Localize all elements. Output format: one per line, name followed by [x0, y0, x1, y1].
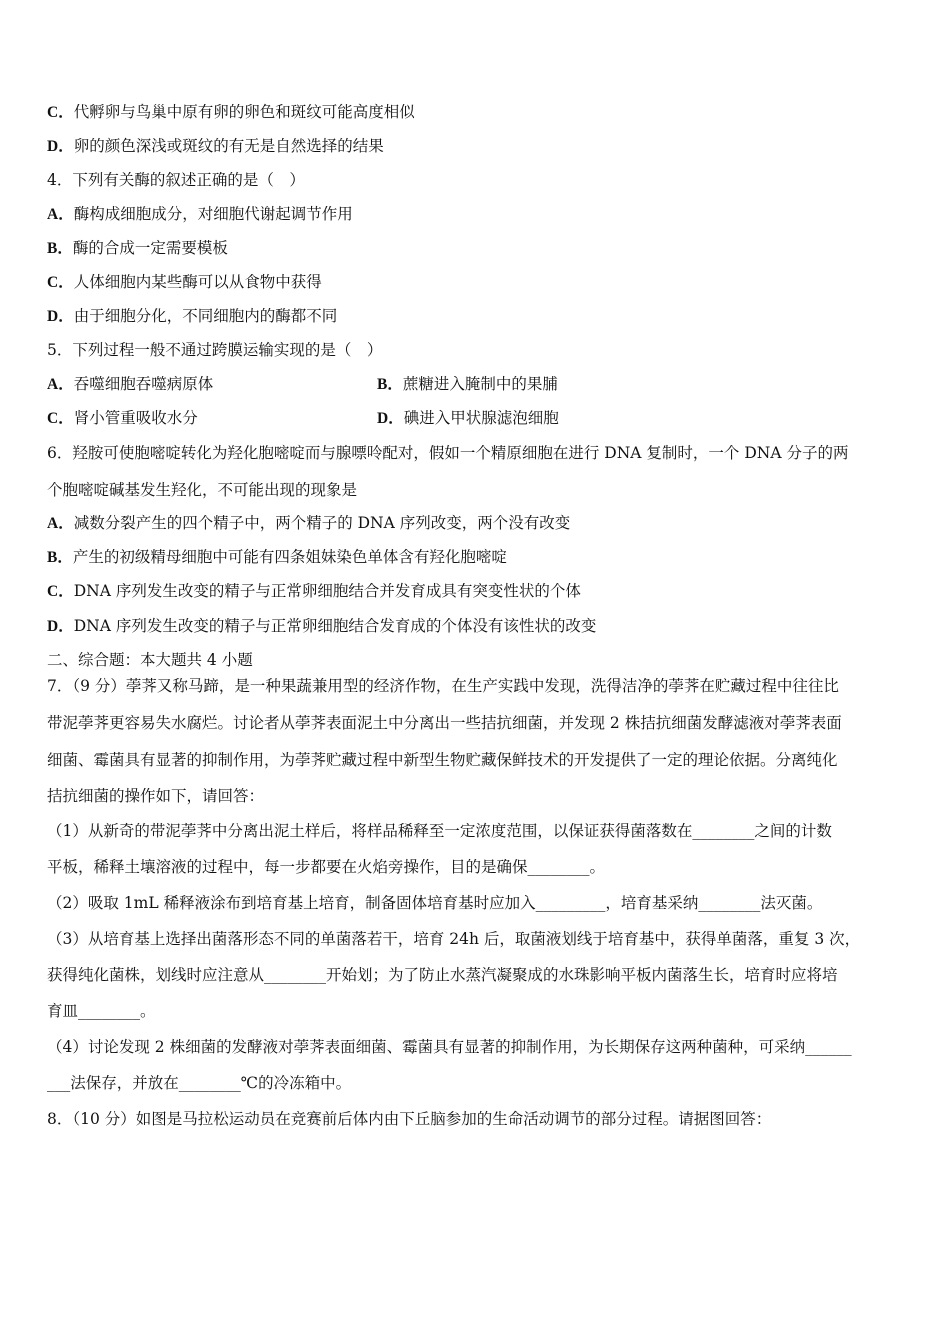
option-text: 肾小管重吸收水分 — [73, 409, 198, 427]
section-heading: 二、综合题：本大题共 4 小题 — [47, 651, 253, 669]
option-letter: A． — [47, 206, 74, 223]
q6-option-d — [47, 616, 596, 637]
option-text: 吞噬细胞吞噬病原体 — [73, 375, 214, 393]
q7-part3-line2: 获得纯化菌株，划线时应注意从________开始划；为了防止水蒸汽凝聚成的水珠影响平板内菌落生长，培育时应将培 — [47, 966, 838, 984]
q6-option-a — [47, 513, 570, 534]
option-letter: C． — [47, 104, 74, 121]
option-letter: A． — [47, 376, 74, 393]
option-text: 碘进入甲状腺滤泡细胞 — [403, 409, 559, 427]
q5-option-d — [377, 408, 559, 429]
option-letter: C． — [47, 274, 74, 291]
option-letter: D． — [47, 138, 74, 155]
option-text: 产生的初级精母细胞中可能有四条姐妹染色单体含有羟化胞嘧啶 — [72, 548, 507, 566]
option-letter: D． — [377, 410, 404, 427]
q7-line1: 7．（9 分）荸荠又称马蹄，是一种果蔬兼用型的经济作物，在生产实践中发现，洗得洁净的荸荠在贮藏过程中往往比 — [47, 677, 839, 695]
q7-part4-line1: （4）讨论发现 2 株细菌的发酵液对荸荠表面细菌、霉菌具有显著的抑制作用，为长期保存这两种菌种，可采纳______ — [47, 1038, 852, 1056]
q6-option-b — [47, 547, 507, 568]
option-text: 蔗糖进入腌制中的果脯 — [402, 375, 558, 393]
q7-part4-line2: ___法保存，并放在________℃的冷冻箱中。 — [47, 1074, 352, 1092]
option-letter: D． — [47, 618, 74, 635]
option-text: 酶构成细胞成分，对细胞代谢起调节作用 — [73, 205, 353, 223]
q4-option-c — [47, 272, 322, 293]
q7-part1-line2: 平板，稀释土壤溶液的过程中，每一步都要在火焰旁操作，目的是确保________。 — [47, 858, 606, 876]
option-letter: B． — [47, 549, 73, 566]
q7-part2-line1: （2）吸取 1mL 稀释液涂布到培育基上培育，制备固体培育基时应加入_________，培育基采纳________法灭菌。 — [47, 894, 823, 912]
q7-line4: 拮抗细菌的操作如下，请回答： — [47, 787, 265, 805]
q7-part3-line1: （3）从培育基上选择出菌落形态不同的单菌落若干，培育 24h 后，取菌液划线于培育基中，获得单菌落，重复 3 次， — [47, 930, 861, 948]
option-text: DNA 序列发生改变的精子与正常卵细胞结合发育成的个体没有该性状的改变 — [73, 617, 597, 635]
option-letter: B． — [47, 240, 73, 257]
option-text: 由于细胞分化，不同细胞内的酶都不同 — [73, 307, 338, 325]
q5-option-a — [47, 374, 213, 395]
q6-option-c — [47, 581, 581, 602]
q5-stem: 5．下列过程一般不通过跨膜运输实现的是（ ） — [47, 341, 383, 359]
q4-option-a — [47, 204, 353, 225]
q6-stem-line2: 个胞嘧啶碱基发生羟化，不可能出现的现象是 — [47, 481, 358, 499]
q7-line2: 带泥荸荠更容易失水腐烂。讨论者从荸荠表面泥土中分离出一些拮抗细菌，并发现 2 株拮抗细菌发酵滤液对荸荠表面 — [47, 714, 842, 732]
q4-option-b — [47, 238, 228, 259]
option-text: 人体细胞内某些酶可以从食物中获得 — [73, 273, 322, 291]
q3-option-d — [47, 136, 384, 157]
q7-line3: 细菌、霉菌具有显著的抑制作用，为荸荠贮藏过程中新型生物贮藏保鲜技术的开发提供了一定的理论依据。分离纯化 — [47, 751, 838, 769]
option-letter: C． — [47, 583, 74, 600]
q7-part1-line1: （1）从新奇的带泥荸荠中分离出泥土样后，将样品稀释至一定浓度范围，以保证获得菌落数在________之间的计数 — [47, 822, 832, 840]
option-text: DNA 序列发生改变的精子与正常卵细胞结合并发育成具有突变性状的个体 — [73, 582, 581, 600]
option-letter: B． — [377, 376, 403, 393]
option-text: 酶的合成一定需要模板 — [72, 239, 228, 257]
option-letter: A． — [47, 515, 74, 532]
option-letter: C． — [47, 410, 74, 427]
q5-option-c — [47, 408, 198, 429]
q7-part3-line3: 育皿________。 — [47, 1002, 156, 1020]
q4-stem: 4．下列有关酶的叙述正确的是（ ） — [47, 171, 305, 189]
option-text: 代孵卵与鸟巢中原有卵的卵色和斑纹可能高度相似 — [73, 103, 415, 121]
q4-option-d — [47, 306, 337, 327]
option-text: 卵的颜色深浅或斑纹的有无是自然选择的结果 — [73, 137, 384, 155]
option-letter: D． — [47, 308, 74, 325]
q6-stem-line1: 6．羟胺可使胞嘧啶转化为羟化胞嘧啶而与腺嘌呤配对，假如一个精原细胞在进行 DNA 复制时，一个 DNA 分子的两 — [47, 444, 849, 462]
option-text: 减数分裂产生的四个精子中，两个精子的 DNA 序列改变，两个没有改变 — [73, 514, 571, 532]
q8-line1: 8．（10 分）如图是马拉松运动员在竞赛前后体内由下丘脑参加的生命活动调节的部分过程。请据图回答： — [47, 1110, 772, 1128]
q5-option-b — [377, 374, 558, 395]
q3-option-c — [47, 102, 415, 123]
